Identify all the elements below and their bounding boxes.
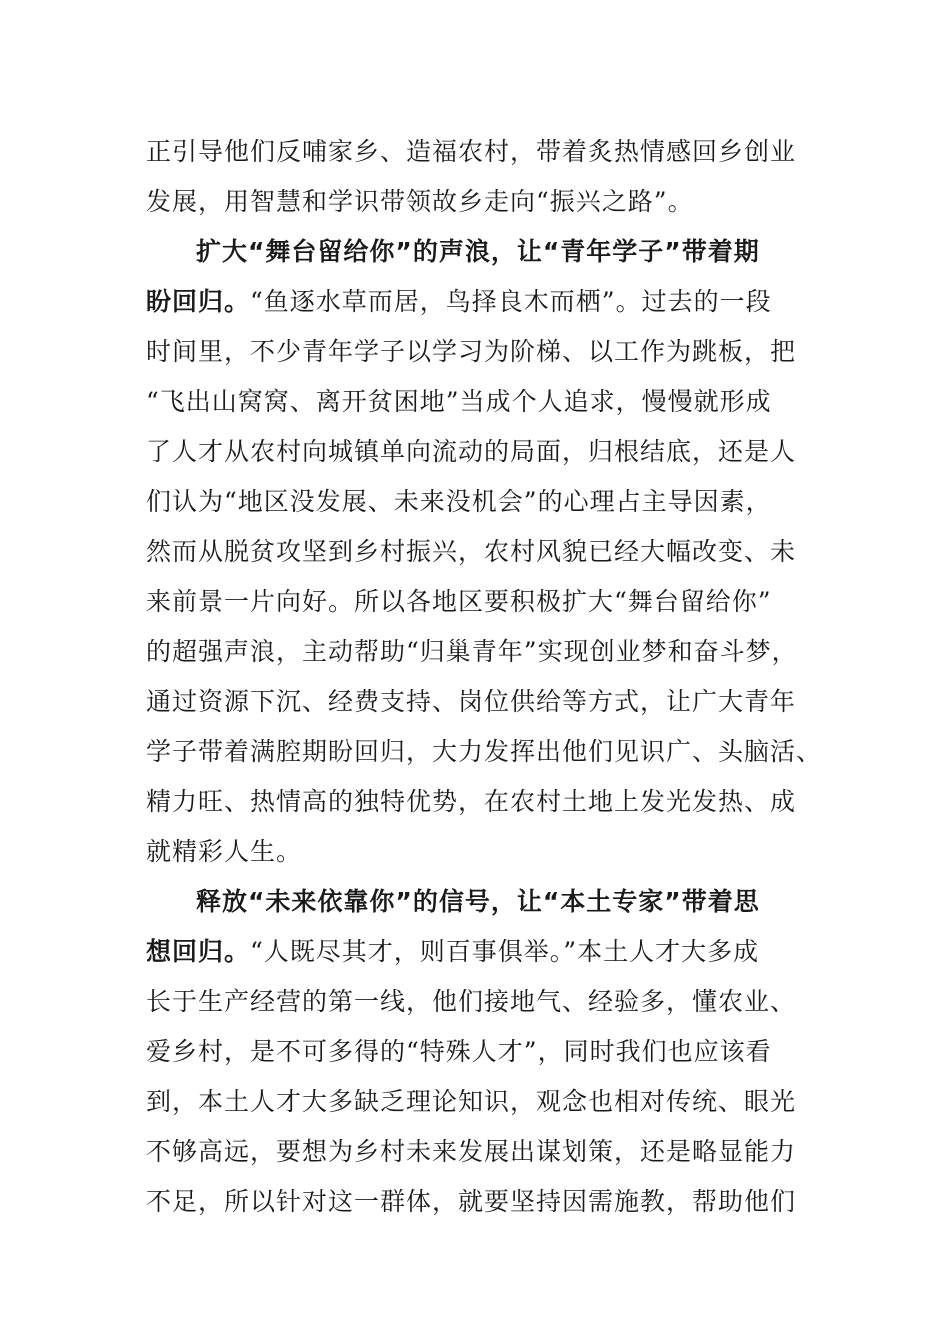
paragraph-line: 然而从脱贫攻坚到乡村振兴，农村风貌已经大幅改变、未 bbox=[146, 537, 797, 566]
paragraph-line: 们认为“地区没发展、未来没机会”的心理占主导因素， bbox=[146, 487, 772, 516]
paragraph-heading-line bbox=[146, 277, 806, 327]
paragraph-heading-line bbox=[146, 227, 806, 277]
document-body bbox=[146, 127, 823, 1227]
paragraph-line: 时间里，不少青年学子以学习为阶梯、以工作为跳板，把 bbox=[146, 337, 797, 366]
paragraph-line: 不足，所以针对这一群体，就要坚持因需施教，帮助他们 bbox=[146, 1187, 797, 1216]
paragraph-line: 来前景一片向好。所以各地区要积极扩大“舞台留给你” bbox=[146, 587, 772, 616]
paragraph-1 bbox=[146, 127, 806, 227]
paragraph-line: 精力旺、热情高的独特优势，在农村土地上发光发热、成 bbox=[146, 787, 797, 816]
bold-heading-text: 释放“未来依靠你”的信号，让“本土专家”带着思 bbox=[196, 887, 760, 916]
paragraph-line: 了人才从农村向城镇单向流动的局面，归根结底，还是人 bbox=[146, 437, 797, 466]
paragraph-line: 发展，用智慧和学识带领故乡走向“振兴之路”。 bbox=[146, 187, 694, 216]
paragraph-line: 就精彩人生。 bbox=[146, 837, 303, 866]
bold-heading-text: 想回归。 bbox=[146, 937, 251, 966]
paragraph-text: “鱼逐水草而居，鸟择良木而栖”。过去的一段 bbox=[250, 287, 772, 316]
paragraph-line: 的超强声浪，主动帮助“归巢青年”实现创业梦和奋斗梦， bbox=[146, 637, 798, 666]
paragraph-line: 正引导他们反哺家乡、造福农村，带着炙热情感回乡创业 bbox=[146, 137, 797, 166]
paragraph-3 bbox=[146, 877, 806, 1227]
bold-heading-text: 盼回归。 bbox=[146, 287, 251, 316]
paragraph-line: 不够高远，要想为乡村未来发展出谋划策，还是略显能力 bbox=[146, 1137, 797, 1166]
paragraph-line: 爱乡村，是不可多得的“特殊人才”，同时我们也应该看 bbox=[146, 1037, 772, 1066]
paragraph-heading-line bbox=[146, 877, 806, 927]
paragraph-2 bbox=[146, 227, 823, 877]
paragraph-heading-line bbox=[146, 927, 806, 977]
paragraph-text: “人既尽其才，则百事俱举。”本土人才大多成 bbox=[250, 937, 760, 966]
paragraph-line: 学子带着满腔期盼回归，大力发挥出他们见识广、头脑活、 bbox=[146, 737, 823, 766]
paragraph-line: 到，本土人才大多缺乏理论知识，观念也相对传统、眼光 bbox=[146, 1087, 797, 1116]
paragraph-line: 通过资源下沉、经费支持、岗位供给等方式，让广大青年 bbox=[146, 687, 797, 716]
bold-heading-text: 扩大“舞台留给你”的声浪，让“青年学子”带着期 bbox=[196, 237, 760, 266]
paragraph-line: “飞出山窝窝、离开贫困地”当成个人追求，慢慢就形成 bbox=[146, 387, 772, 416]
paragraph-line: 长于生产经营的第一线，他们接地气、经验多，懂农业、 bbox=[146, 987, 797, 1016]
